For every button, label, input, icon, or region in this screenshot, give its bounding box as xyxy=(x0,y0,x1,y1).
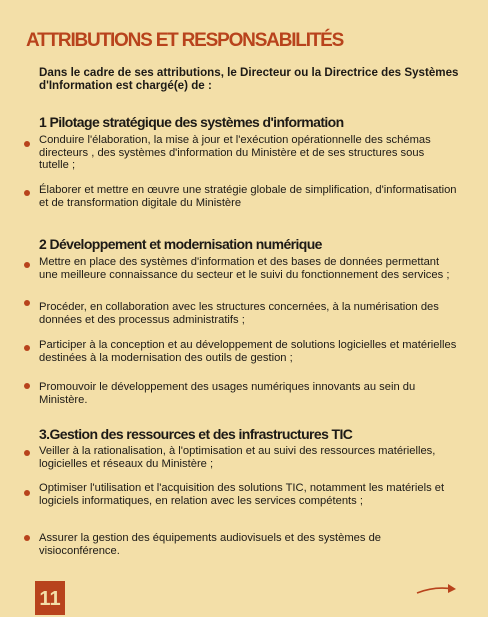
bullet-dot-icon xyxy=(24,383,30,389)
bullet-dot-icon xyxy=(24,141,30,147)
section-title-pilotage: 1 Pilotage stratégique des systèmes d'information xyxy=(39,114,344,130)
bullet-dot-icon xyxy=(24,300,30,306)
list-item: Veiller à la rationalisation, à l'optimisation et au suivi des ressources matérielles, logicielles et réseaux du Ministère ; xyxy=(39,445,436,470)
list-item: Élaborer et mettre en œuvre une stratégie globale de simplification, d'informatisation et de transformation digitale du Ministère xyxy=(39,184,457,209)
section-title-developpement: 2 Développement et modernisation numérique xyxy=(39,236,322,252)
list-item: Assurer la gestion des équipements audiovisuels et des systèmes de visioconférence. xyxy=(39,532,382,557)
list-item: Promouvoir le développement des usages numériques innovants au sein du Ministère. xyxy=(39,381,416,406)
page-title: ATTRIBUTIONS ET RESPONSABILITÉS xyxy=(26,30,344,51)
list-item: Procéder, en collaboration avec les structures concernées, à la numérisation des données et des processus administratifs ; xyxy=(39,301,439,326)
bullet-dot-icon xyxy=(24,190,30,196)
list-item: Conduire l'élaboration, la mise à jour et l'exécution opérationnelle des schémas directeurs , des systèmes d'information du Ministère et de ses structures sous tutelle ; xyxy=(39,134,431,171)
list-item: Participer à la conception et au développement de solutions logicielles et matérielles destinées à la modernisation des outils de gestion ; xyxy=(39,339,457,364)
bullet-dot-icon xyxy=(24,450,30,456)
bullet-dot-icon xyxy=(24,262,30,268)
intro-paragraph: Dans le cadre de ses attributions, le Directeur ou la Directrice des Systèmes d'Information est chargé(e) de : xyxy=(39,66,459,92)
list-item: Optimiser l'utilisation et l'acquisition des solutions TIC, notamment les matériels et logiciels informatiques, en relation avec les services compétents ; xyxy=(39,482,445,507)
section-title-gestion: 3.Gestion des ressources et des infrastructures TIC xyxy=(39,426,353,442)
bullet-dot-icon xyxy=(24,535,30,541)
bullet-dot-icon xyxy=(24,490,30,496)
list-item: Mettre en place des systèmes d'information et des bases de données permettant une meilleure connaissance du secteur et le suivi du fonctionnement des services ; xyxy=(39,256,450,281)
arrow-right-icon[interactable] xyxy=(415,582,459,596)
page-number: 11 xyxy=(35,581,65,615)
bullet-dot-icon xyxy=(24,345,30,351)
